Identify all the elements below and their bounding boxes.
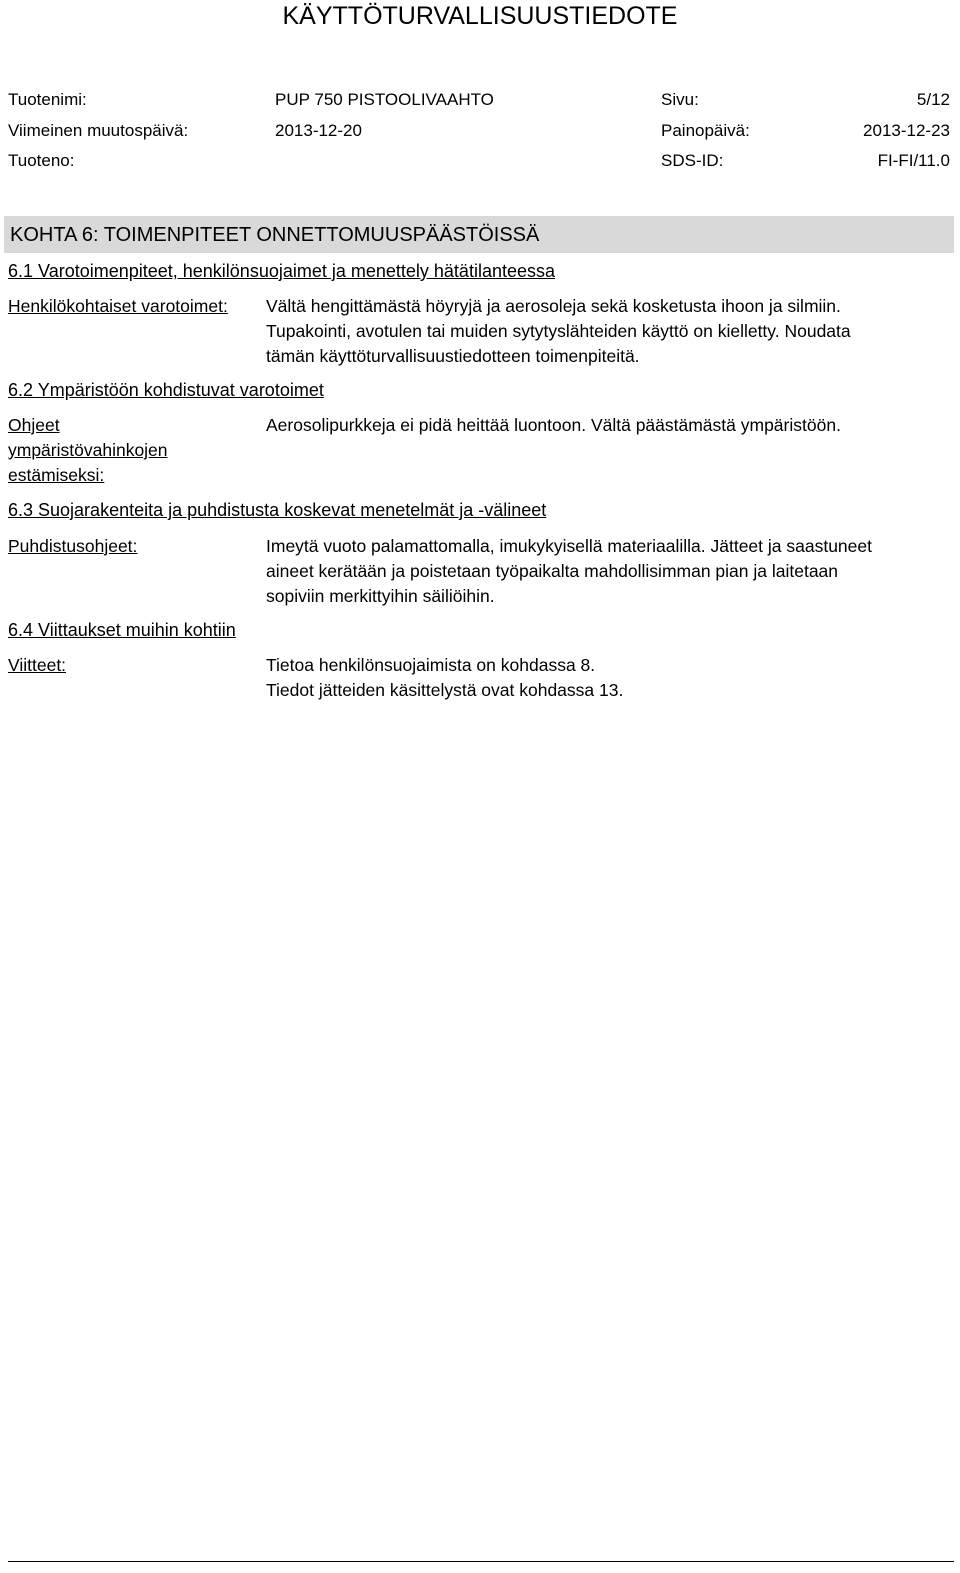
text-line: Tiedot jätteiden käsittelystä ovat kohdassa 13. — [266, 680, 624, 700]
revision-date: 2013-12-20 — [275, 121, 362, 140]
product-no-label: Tuoteno: — [8, 151, 75, 170]
cleaning-label: Puhdistusohjeet: — [8, 536, 138, 556]
print-date: 2013-12-23 — [863, 121, 950, 140]
text-line: tämän käyttöturvallisuustiedotteen toimenpiteitä. — [266, 346, 640, 366]
text-line: sopiviin merkittyihin säiliöihin. — [266, 586, 495, 606]
product-name-value: PUP 750 PISTOOLIVAAHTO — [275, 90, 494, 109]
subsection-6-3-heading: 6.3 Suojarakenteita ja puhdistusta koskevat menetelmät ja -välineet — [8, 500, 547, 520]
sds-label: SDS-ID: — [661, 151, 724, 170]
text-line: Imeytä vuoto palamattomalla, imukykyisellä materiaalilla. Jätteet ja saastuneet — [266, 536, 872, 556]
text-line: Vältä hengittämästä höyryjä ja aerosoleja sekä kosketusta ihoon ja silmiin. — [266, 296, 841, 316]
personal-precautions-label: Henkilökohtaiset varotoimet: — [8, 296, 228, 316]
references-text — [266, 653, 936, 703]
subsection-6-4-heading: 6.4 Viittaukset muihin kohtiin — [8, 620, 236, 640]
label-line: Ohjeet — [8, 415, 60, 435]
label-line: estämiseksi: — [8, 465, 105, 485]
environmental-label — [8, 413, 168, 488]
document-title: KÄYTTÖTURVALLISUUSTIEDOTE — [282, 2, 678, 30]
print-label: Painopäivä: — [661, 121, 750, 140]
page-value: 5/12 — [916, 90, 950, 109]
environmental-text — [266, 413, 936, 438]
personal-precautions-text — [266, 294, 936, 369]
footer-divider — [8, 1561, 954, 1562]
subsection-6-2-heading: 6.2 Ympäristöön kohdistuvat varotoimet — [8, 380, 324, 400]
text-line: Tupakointi, avotulen tai muiden sytytyslähteiden käyttö on kielletty. Noudata — [266, 321, 851, 341]
section-heading-bar — [4, 216, 954, 253]
references-label: Viitteet: — [8, 655, 67, 675]
cleaning-text — [266, 534, 936, 609]
page-label: Sivu: — [661, 90, 699, 109]
sds-id: FI-FI/11.0 — [877, 151, 950, 170]
product-name-label: Tuotenimi: — [8, 90, 87, 109]
revision-label: Viimeinen muutospäivä: — [8, 121, 189, 140]
section-heading: KOHTA 6: TOIMENPITEET ONNETTOMUUSPÄÄSTÖISSÄ — [10, 224, 540, 246]
subsection-6-1-heading: 6.1 Varotoimenpiteet, henkilönsuojaimet ja menettely hätätilanteessa — [8, 261, 555, 281]
text-line: aineet kerätään ja poistetaan työpaikalta mahdollisimman pian ja laitetaan — [266, 561, 839, 581]
label-line: ympäristövahinkojen — [8, 440, 168, 460]
text-line: Aerosolipurkkeja ei pidä heittää luontoon. Vältä päästämästä ympäristöön. — [266, 415, 841, 435]
text-line: Tietoa henkilönsuojaimista on kohdassa 8. — [266, 655, 596, 675]
